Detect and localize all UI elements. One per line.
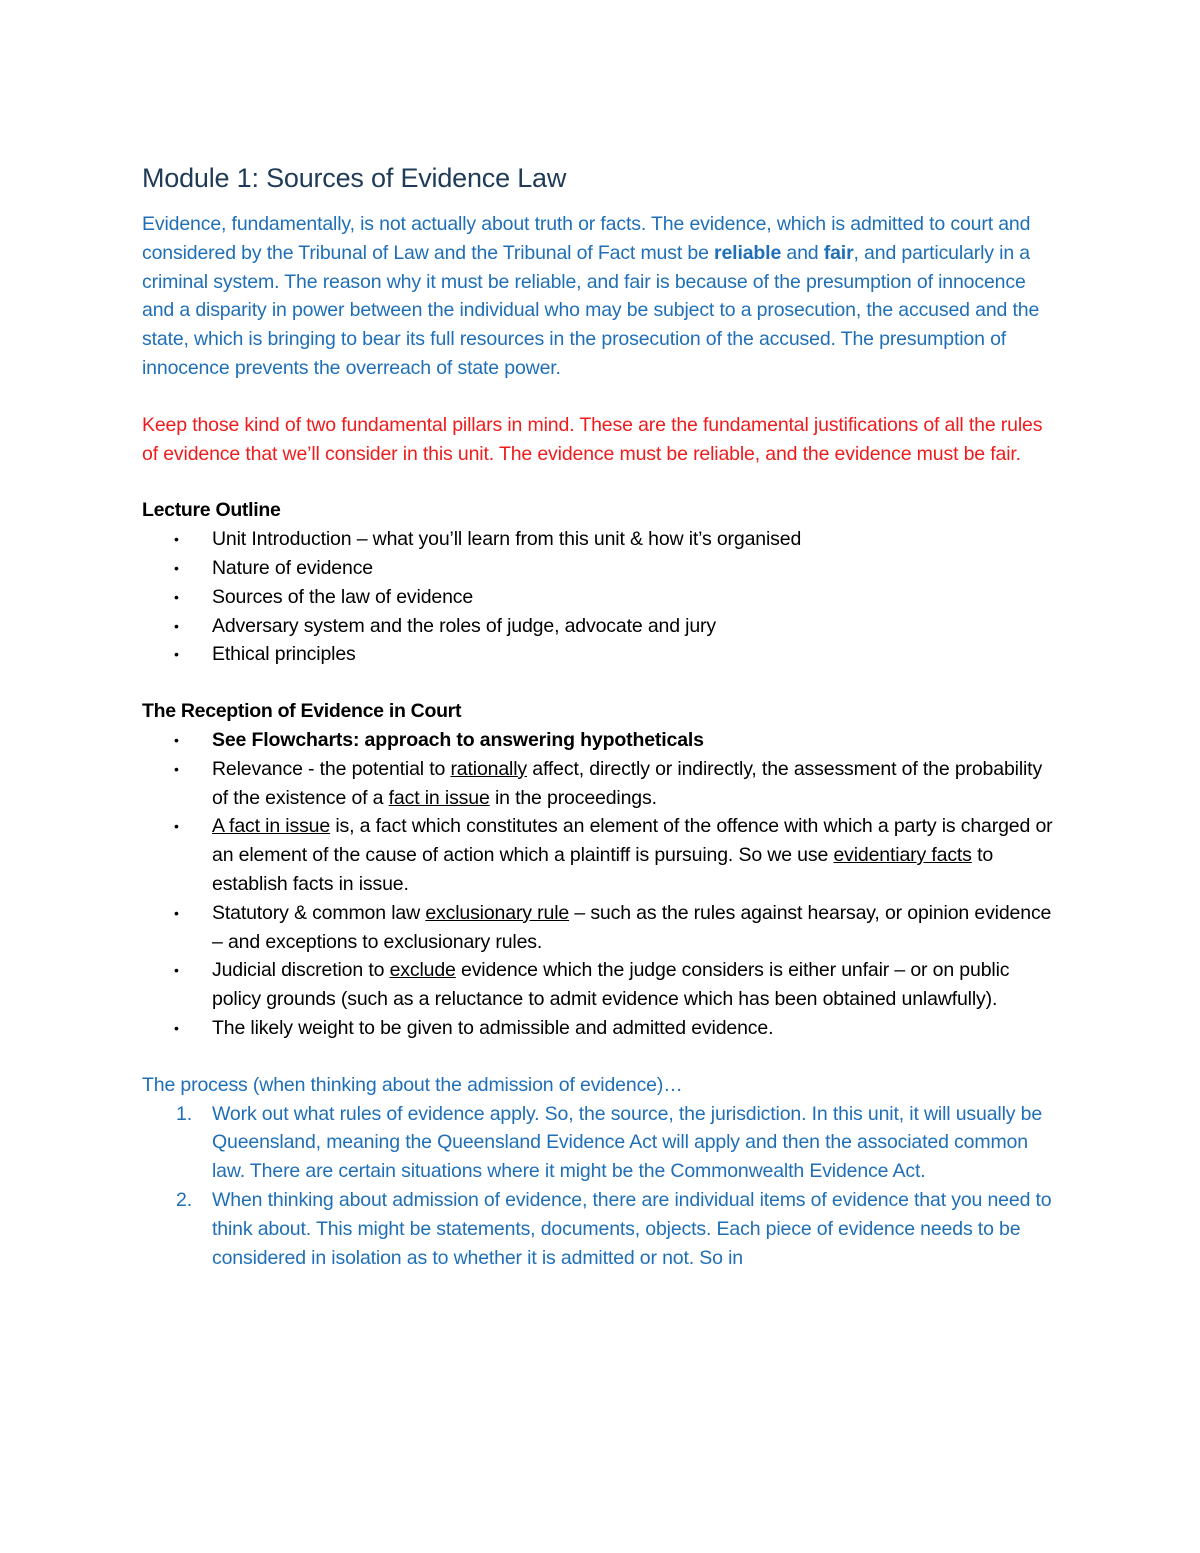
document-page <box>142 158 1062 1272</box>
list-item <box>142 525 1062 554</box>
list-item-text: Judicial discretion to <box>212 959 390 982</box>
spacer <box>142 468 1062 496</box>
list-item-text: Statutory & common law <box>212 901 426 924</box>
list-item-text: in the proceedings. <box>489 786 657 809</box>
step-text: Work out what rules of evidence apply. So, the source, the jurisdiction. In this unit, it will usually be Queensland, meaning the Queensland Evidence Act will apply and then the associated common law. There are certain situations where it might be the Commonwealth Evidence Act. <box>212 1102 1043 1183</box>
spacer <box>142 1043 1062 1071</box>
step-text: When thinking about admission of evidence, there are individual items of evidence that you need to think about. This might be statements, documents, objects. Each piece of evidence needs to be considered in isolation as to whether it is admitted or not. So in <box>212 1188 1052 1269</box>
spacer <box>142 383 1062 411</box>
numbered-step <box>142 1186 1062 1272</box>
list-item-text: Unit Introduction – what you’ll learn from this unit & how it’s organised <box>212 528 802 551</box>
list-item <box>142 612 1062 641</box>
list-item-text: Nature of evidence <box>212 556 373 579</box>
underlined-term: exclusionary rule <box>425 901 570 924</box>
bullet-icon: • <box>174 818 179 835</box>
intro-paragraph <box>142 210 1062 383</box>
bullet-icon: • <box>174 588 179 605</box>
bullet-icon: • <box>174 559 179 576</box>
list-item <box>142 726 1062 755</box>
intro-text-a: Evidence, fundamentally, is not actually about truth or facts. The evidence, which is admitted to court and considered by the Tribunal of Law and the Tribunal of Fact must be <box>142 213 1031 264</box>
list-item-text: Adversary system and the roles of judge, advocate and jury <box>212 614 716 637</box>
reception-list <box>142 726 1062 1043</box>
list-item <box>142 899 1062 957</box>
bullet-icon: • <box>174 962 179 979</box>
list-item-text: is, a fact which constitutes an element of the offence with which a party is charged or an element of the cause of action which a plaintiff is pursuing. So we use <box>212 815 1053 867</box>
bullet-icon: • <box>174 617 179 634</box>
intro-text-b: , and particularly in a criminal system. The reason why it must be reliable, and fair is because of the presumption of innocence and a disparity in power between the individual who may be subject to a prosecution, the accused and the state, which is bringing to bear its full resources in the prosecution of the accused. The presumption of innocence prevents the overreach of state power. <box>142 241 1040 379</box>
list-item <box>142 956 1062 1014</box>
list-item-text: Sources of the law of evidence <box>212 585 474 608</box>
spacer <box>142 669 1062 697</box>
list-item <box>142 812 1062 898</box>
underlined-term: fact in issue <box>388 786 490 809</box>
list-item <box>142 554 1062 583</box>
pillars-paragraph: Keep those kind of two fundamental pillars in mind. These are the fundamental justifications of all the rules of evidence that we’ll consider in this unit. The evidence must be reliable, and the evidence must be fair. <box>142 413 1043 465</box>
list-item-text: Ethical principles <box>212 643 356 666</box>
list-item <box>142 640 1062 669</box>
underlined-term: A fact in issue <box>212 815 331 838</box>
intro-text-and: and <box>781 241 824 264</box>
numbered-step <box>142 1100 1062 1186</box>
page-title: Module 1: Sources of Evidence Law <box>142 163 567 193</box>
process-steps-list <box>142 1100 1062 1273</box>
list-item-text: – such as the rules against hearsay, or opinion evidence – and exceptions to exclusionary rules. <box>212 901 1052 953</box>
reception-heading: The Reception of Evidence in Court <box>142 700 462 723</box>
list-item <box>142 755 1062 813</box>
list-item <box>142 583 1062 612</box>
underlined-term: evidentiary facts <box>833 844 972 867</box>
underlined-term: exclude <box>389 959 456 982</box>
reliable-emphasis: reliable <box>714 241 782 264</box>
underlined-term: rationally <box>450 757 528 780</box>
bullet-icon: • <box>174 731 179 748</box>
bullet-icon: • <box>174 531 179 548</box>
list-item-text: to establish facts in issue. <box>212 844 994 895</box>
list-item <box>142 1014 1062 1043</box>
lecture-outline-heading: Lecture Outline <box>142 499 281 522</box>
flowcharts-note: See Flowcharts: approach to answering hypotheticals <box>212 728 704 751</box>
list-item-text: evidence which the judge considers is either unfair – or on public policy grounds (such as a reluctance to admit evidence which has been obtained unlawfully). <box>212 959 1010 1011</box>
bullet-icon: • <box>174 646 179 663</box>
process-heading: The process (when thinking about the admission of evidence)… <box>142 1073 683 1096</box>
list-item-text: Relevance - the potential to <box>212 757 451 780</box>
bullet-icon: • <box>174 904 179 921</box>
step-number: 2. <box>176 1188 192 1211</box>
bullet-icon: • <box>174 1019 179 1036</box>
lecture-outline-list <box>142 525 1062 669</box>
bullet-icon: • <box>174 760 179 777</box>
list-item-text: The likely weight to be given to admissible and admitted evidence. <box>212 1016 774 1039</box>
list-item-text: affect, directly or indirectly, the assessment of the probability of the existence of a <box>212 757 1043 809</box>
fair-emphasis: fair <box>823 241 854 264</box>
step-number: 1. <box>176 1102 192 1125</box>
